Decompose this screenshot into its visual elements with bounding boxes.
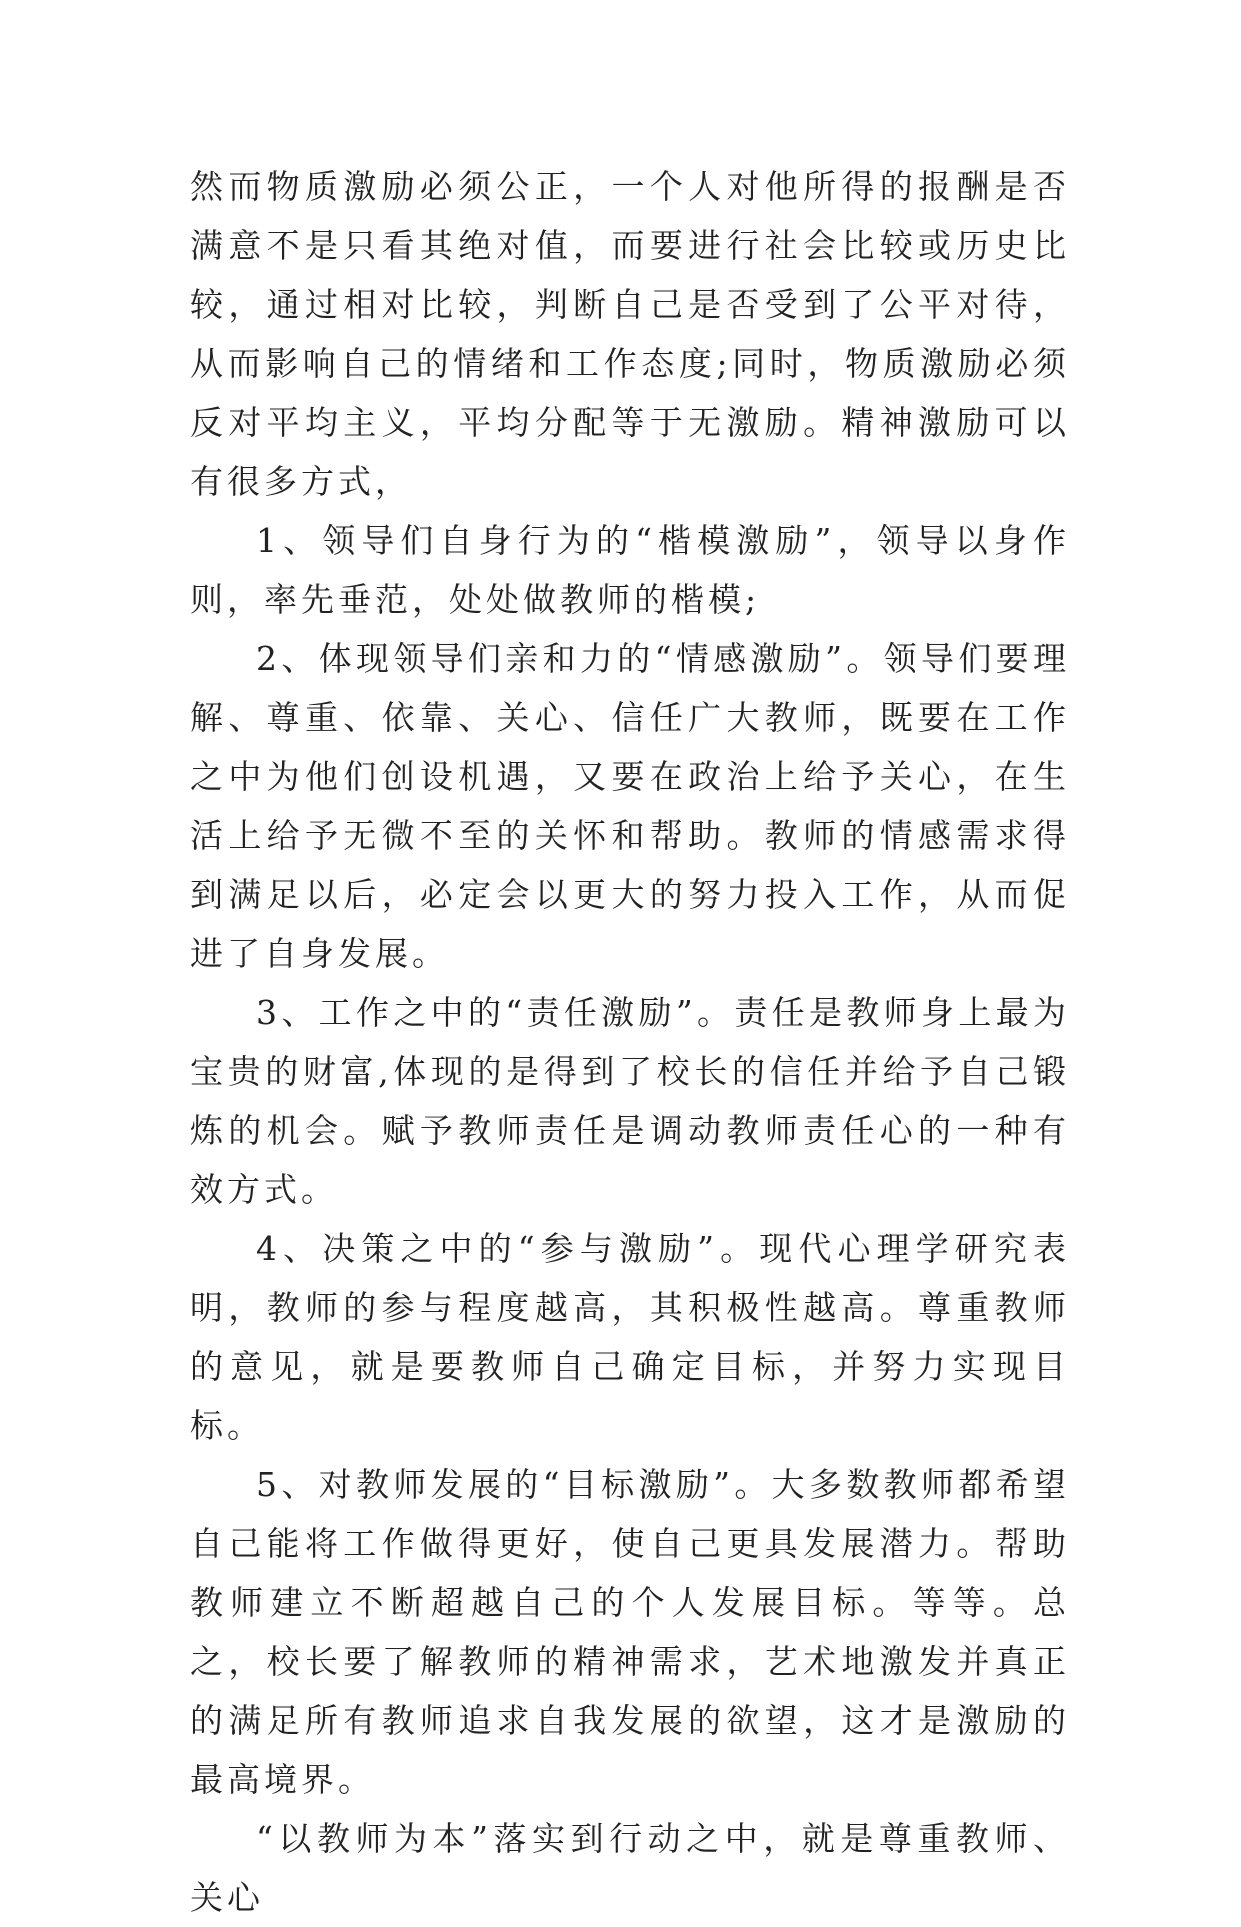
paragraph-teacher-oriented: “以教师为本”落实到行动之中，就是尊重教师、关心 <box>190 1819 1070 1917</box>
paragraph-participation-incentive: 4、决策之中的“参与激励”。现代心理学研究表明，教师的参与程度越高，其积极性越高。尊重教师的意见，就是要教师自己确定目标，并努力实现目标。 <box>190 1229 1070 1445</box>
paragraph-responsibility-incentive: 3、工作之中的“责任激励”。责任是教师身上最为宝贵的财富,体现的是得到了校长的信任并给予自己锻炼的机会。赋予教师责任是调动教师责任心的一种有效方式。 <box>190 993 1070 1209</box>
document-body <box>190 157 1070 1927</box>
paragraph-goal-incentive: 5、对教师发展的“目标激励”。大多数教师都希望自己能将工作做得更好，使自己更具发展潜力。帮助教师建立不断超越自己的个人发展目标。等等。总之，校长要了解教师的精神需求，艺术地激发并真正的满足所有教师追求自我发展的欲望，这才是激励的最高境界。 <box>190 1465 1070 1799</box>
paragraph-material-incentive: 然而物质激励必须公正，一个人对他所得的报酬是否满意不是只看其绝对值，而要进行社会比较或历史比较，通过相对比较，判断自己是否受到了公平对待，从而影响自己的情绪和工作态度;同时，物质激励必须反对平均主义，平均分配等于无激励。精神激励可以有很多方式， <box>190 167 1070 501</box>
paragraph-emotional-incentive: 2、体现领导们亲和力的“情感激励”。领导们要理解、尊重、依靠、关心、信任广大教师，既要在工作之中为他们创设机遇，又要在政治上给予关心，在生活上给予无微不至的关怀和帮助。教师的情感需求得到满足以后，必定会以更大的努力投入工作，从而促进了自身发展。 <box>190 639 1070 973</box>
paragraph-role-model-incentive: 1、领导们自身行为的“楷模激励”，领导以身作则，率先垂范，处处做教师的楷模; <box>190 521 1070 619</box>
